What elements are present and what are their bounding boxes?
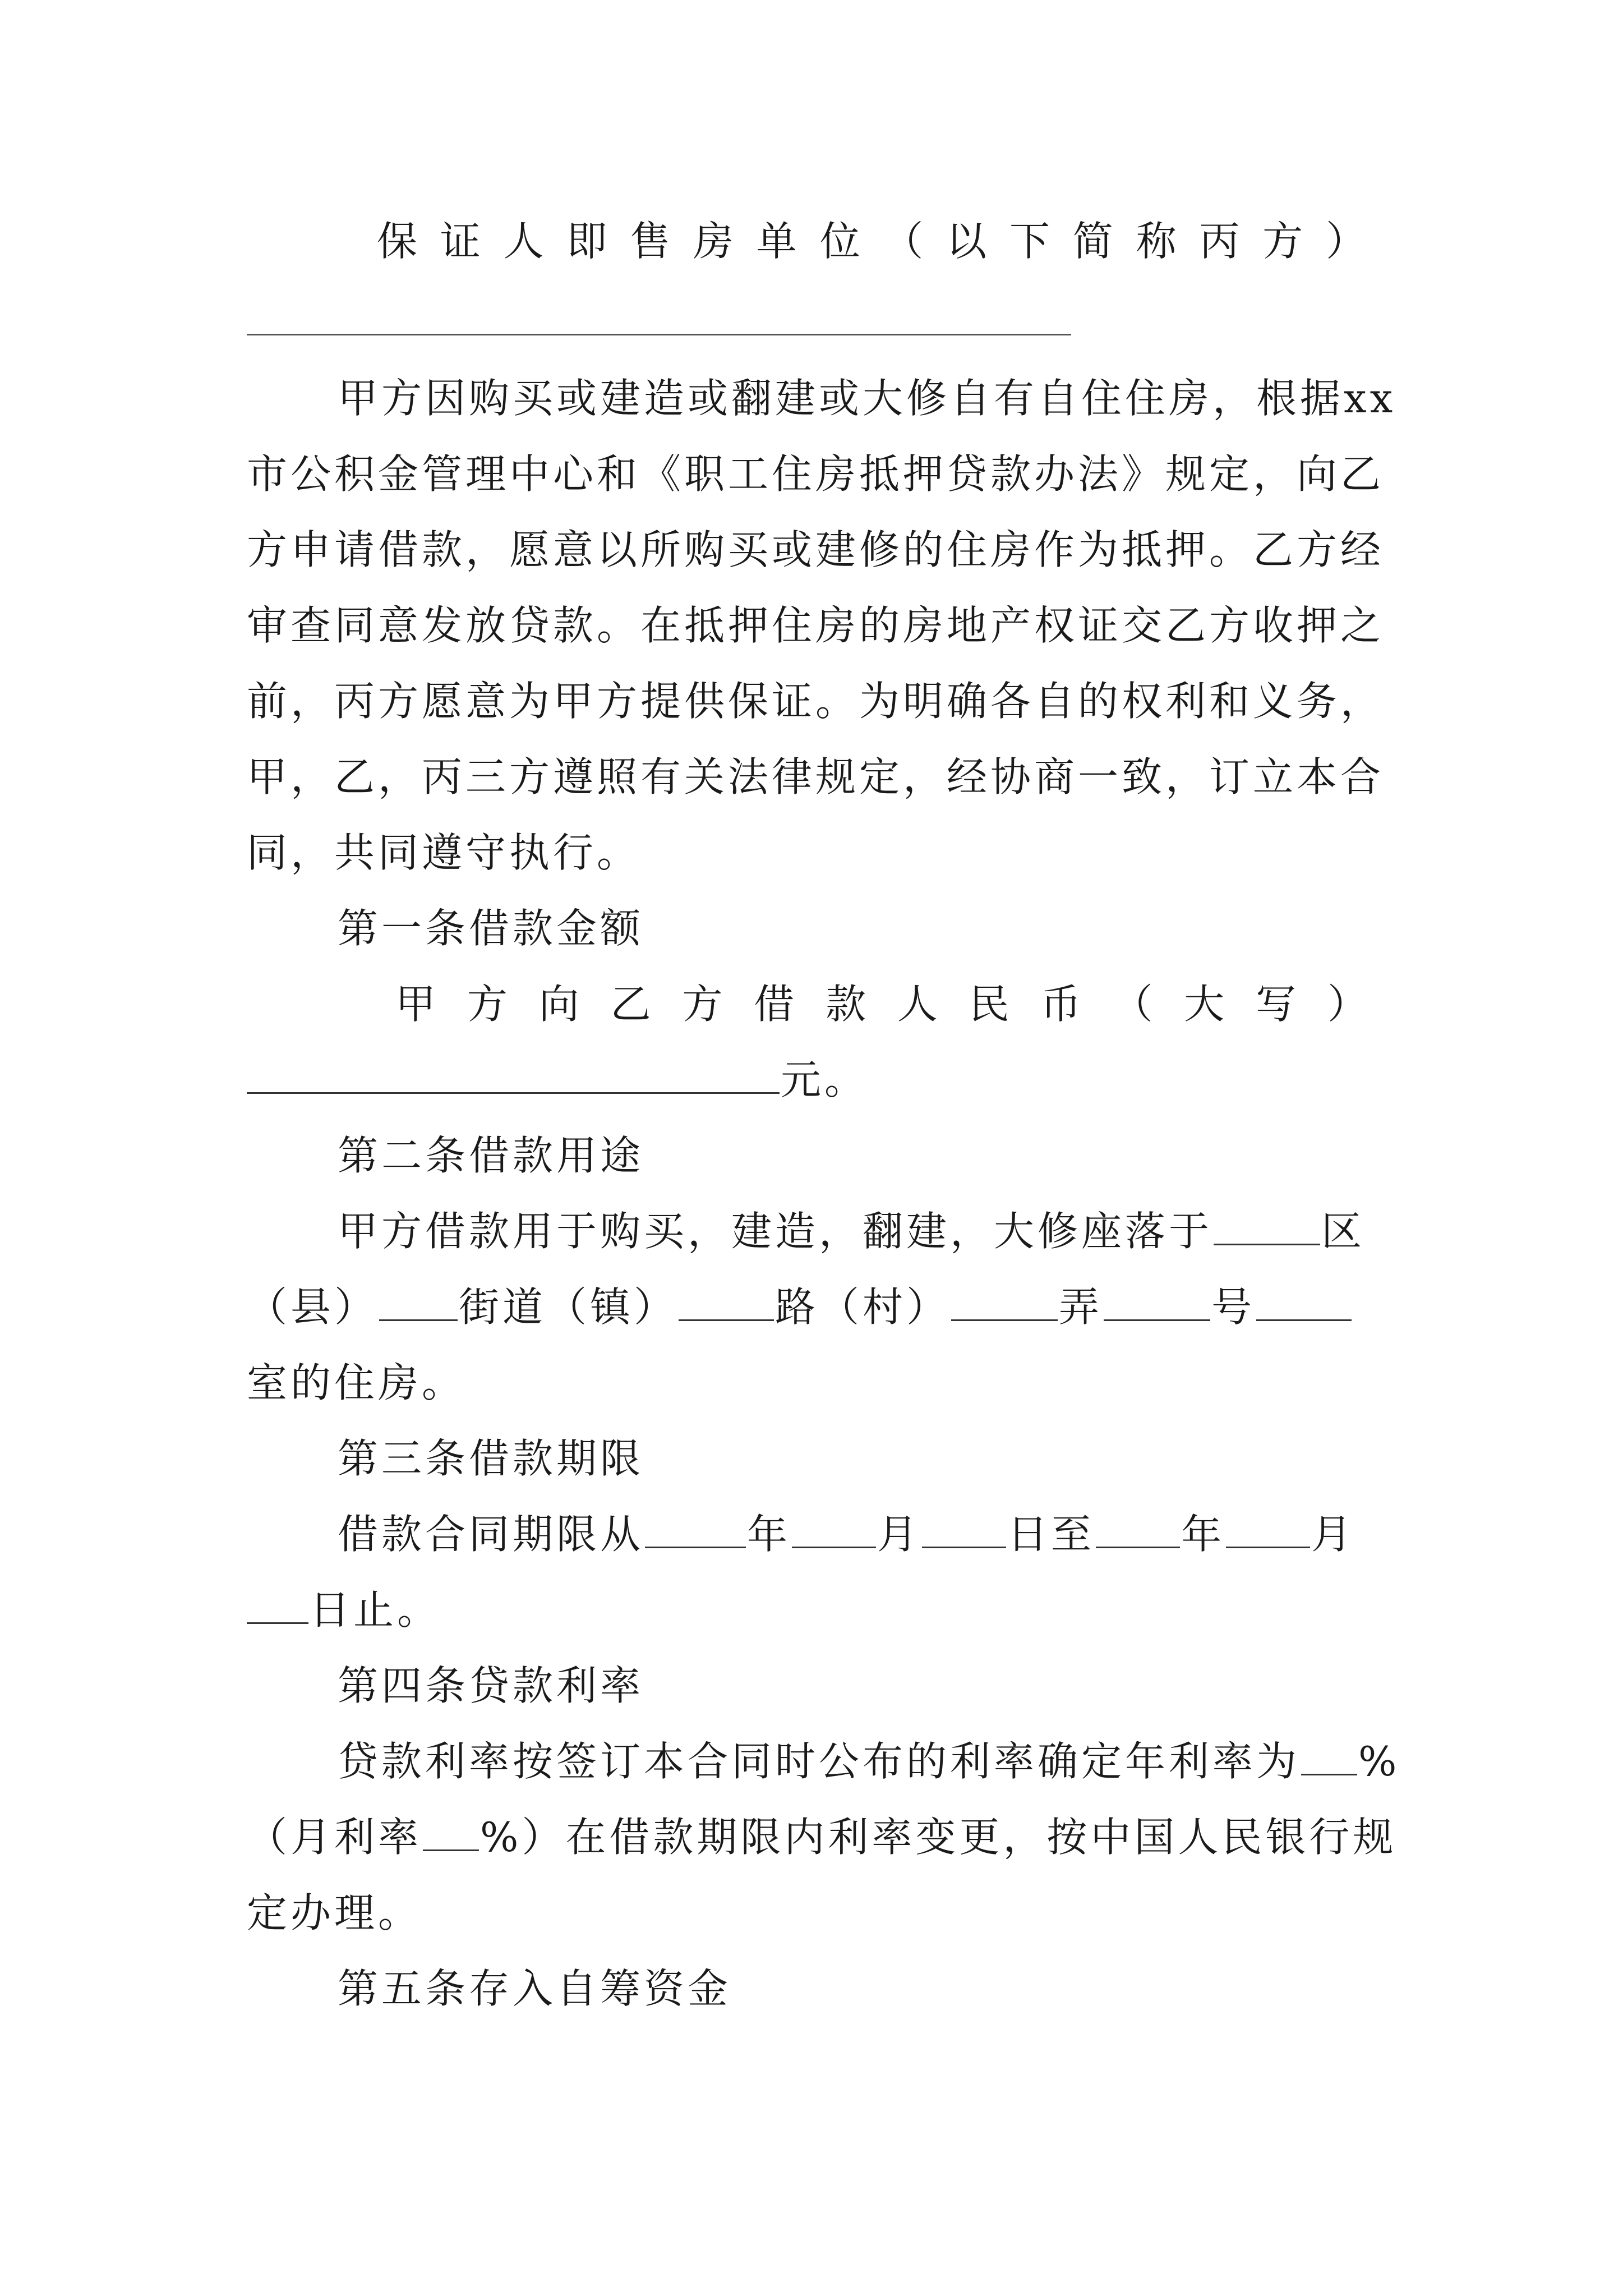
article-2-line-3: 室的住房。 bbox=[247, 1359, 466, 1406]
number-blank bbox=[1104, 1279, 1210, 1321]
article-1-amount-char: 写 bbox=[1256, 981, 1300, 1028]
guarantor-title-char: 即 bbox=[566, 218, 611, 265]
article-4-line-2 bbox=[247, 1809, 1397, 1865]
article-1-heading: 第一条借款金额 bbox=[338, 905, 644, 952]
term-from-text: 借款合同期限从 bbox=[338, 1511, 644, 1558]
end-month-label: 月 bbox=[1311, 1511, 1355, 1558]
lane-label: 弄 bbox=[1059, 1283, 1103, 1331]
start-year-blank bbox=[645, 1506, 746, 1548]
article-1-amount-char: 民 bbox=[969, 981, 1013, 1028]
intro-line-1: 甲方因购买或建造或翻建或大修自有自住住房，根据xx bbox=[338, 375, 1396, 422]
yuan-suffix: 元。 bbox=[781, 1056, 869, 1103]
article-4-line-1 bbox=[338, 1733, 1400, 1789]
district-blank bbox=[1214, 1203, 1320, 1245]
guarantor-title-char: 保 bbox=[377, 218, 421, 265]
article-1-amount-char: 甲 bbox=[395, 981, 440, 1028]
article-2-heading: 第二条借款用途 bbox=[338, 1132, 644, 1179]
article-1-amount-char: （ bbox=[1112, 981, 1156, 1028]
article-1-amount-char: 人 bbox=[897, 981, 941, 1028]
county-label: （县） bbox=[247, 1283, 379, 1331]
intro-line-4: 审查同意发放贷款。在抵押住房的房地产权证交乙方收押之 bbox=[247, 602, 1385, 649]
guarantor-title-char: 售 bbox=[630, 218, 674, 265]
guarantor-title-char: （ bbox=[883, 218, 927, 265]
start-day-label: 日至 bbox=[1007, 1511, 1095, 1558]
monthly-rate-blank bbox=[423, 1809, 479, 1851]
start-month-blank bbox=[792, 1506, 876, 1548]
monthly-rate-label: （月利率 bbox=[247, 1814, 422, 1861]
article-1-amount-char: 乙 bbox=[610, 981, 654, 1028]
end-year-label: 年 bbox=[1181, 1511, 1225, 1558]
article-1-amount-blank-line bbox=[247, 1052, 1391, 1108]
article-4-line-3: 定办理。 bbox=[247, 1889, 422, 1936]
rate-text: 贷款利率按签订本合同时公布的利率确定年利率为 bbox=[338, 1738, 1301, 1785]
guarantor-title-char: ） bbox=[1325, 218, 1370, 265]
guarantor-title-char: 方 bbox=[1262, 218, 1307, 265]
guarantor-title-char: 单 bbox=[756, 218, 800, 265]
article-2-line-1 bbox=[338, 1203, 1391, 1259]
article-1-amount-char: 方 bbox=[682, 981, 726, 1028]
road-blank bbox=[679, 1279, 774, 1321]
guarantor-title-char: 下 bbox=[1009, 218, 1053, 265]
article-1-amount-char: 借 bbox=[754, 981, 798, 1028]
road-label: 路（村） bbox=[775, 1283, 951, 1331]
guarantor-title-char: 以 bbox=[946, 218, 990, 265]
guarantor-name-blank bbox=[247, 334, 1071, 335]
start-month-label: 月 bbox=[877, 1511, 921, 1558]
article-3-line-2 bbox=[247, 1582, 1391, 1638]
end-month-blank bbox=[1226, 1506, 1310, 1548]
annual-rate-blank bbox=[1301, 1733, 1357, 1775]
article-2-line-2 bbox=[247, 1279, 1391, 1335]
room-blank bbox=[1256, 1279, 1352, 1321]
article-3-line-1 bbox=[338, 1506, 1391, 1562]
street-blank bbox=[379, 1279, 458, 1321]
number-label: 号 bbox=[1211, 1283, 1256, 1331]
guarantor-title-char: 简 bbox=[1072, 218, 1117, 265]
end-year-blank bbox=[1096, 1506, 1180, 1548]
district-label: 区 bbox=[1321, 1208, 1366, 1255]
article-4-heading: 第四条贷款利率 bbox=[338, 1662, 644, 1709]
guarantor-title-char: 丙 bbox=[1199, 218, 1243, 265]
guarantor-title bbox=[377, 213, 1370, 269]
intro-line-7: 同，共同遵守执行。 bbox=[247, 829, 641, 876]
article-5-heading: 第五条存入自筹资金 bbox=[338, 1965, 732, 2012]
guarantor-title-char: 称 bbox=[1136, 218, 1180, 265]
end-day-blank bbox=[247, 1582, 308, 1624]
lane-blank bbox=[951, 1279, 1058, 1321]
end-day-label: 日止。 bbox=[310, 1586, 441, 1634]
intro-line-2: 市公积金管理中心和《职工住房抵押贷款办法》规定，向乙 bbox=[247, 450, 1385, 498]
article-1-amount-char: ） bbox=[1327, 981, 1371, 1028]
article-1-amount-char: 向 bbox=[538, 981, 583, 1028]
guarantor-title-char: 人 bbox=[503, 218, 547, 265]
article-1-amount-char: 币 bbox=[1040, 981, 1085, 1028]
intro-line-5: 前，丙方愿意为甲方提供保证。为明确各自的权利和义务， bbox=[247, 678, 1385, 725]
article-1-amount-char: 款 bbox=[826, 981, 870, 1028]
intro-line-6: 甲，乙，丙三方遵照有关法律规定，经协商一致，订立本合 bbox=[247, 753, 1385, 800]
street-label: 街道（镇） bbox=[459, 1283, 678, 1331]
article-1-amount-char: 大 bbox=[1184, 981, 1228, 1028]
purpose-text: 甲方借款用于购买，建造，翻建，大修座落于 bbox=[338, 1208, 1213, 1255]
guarantor-title-char: 位 bbox=[819, 218, 864, 265]
rate-change-text: %）在借款期限内利率变更，按中国人民银行规 bbox=[480, 1814, 1397, 1861]
guarantor-title-char: 证 bbox=[440, 218, 484, 265]
amount-blank bbox=[247, 1052, 780, 1094]
article-1-amount-char: 方 bbox=[467, 981, 511, 1028]
start-year-label: 年 bbox=[747, 1511, 791, 1558]
article-1-amount-line bbox=[395, 976, 1371, 1032]
guarantor-title-char: 房 bbox=[693, 218, 737, 265]
article-3-heading: 第三条借款期限 bbox=[338, 1435, 644, 1482]
annual-rate-percent: % bbox=[1358, 1738, 1400, 1785]
start-day-blank bbox=[922, 1506, 1006, 1548]
intro-line-3: 方申请借款，愿意以所购买或建修的住房作为抵押。乙方经 bbox=[247, 526, 1385, 573]
